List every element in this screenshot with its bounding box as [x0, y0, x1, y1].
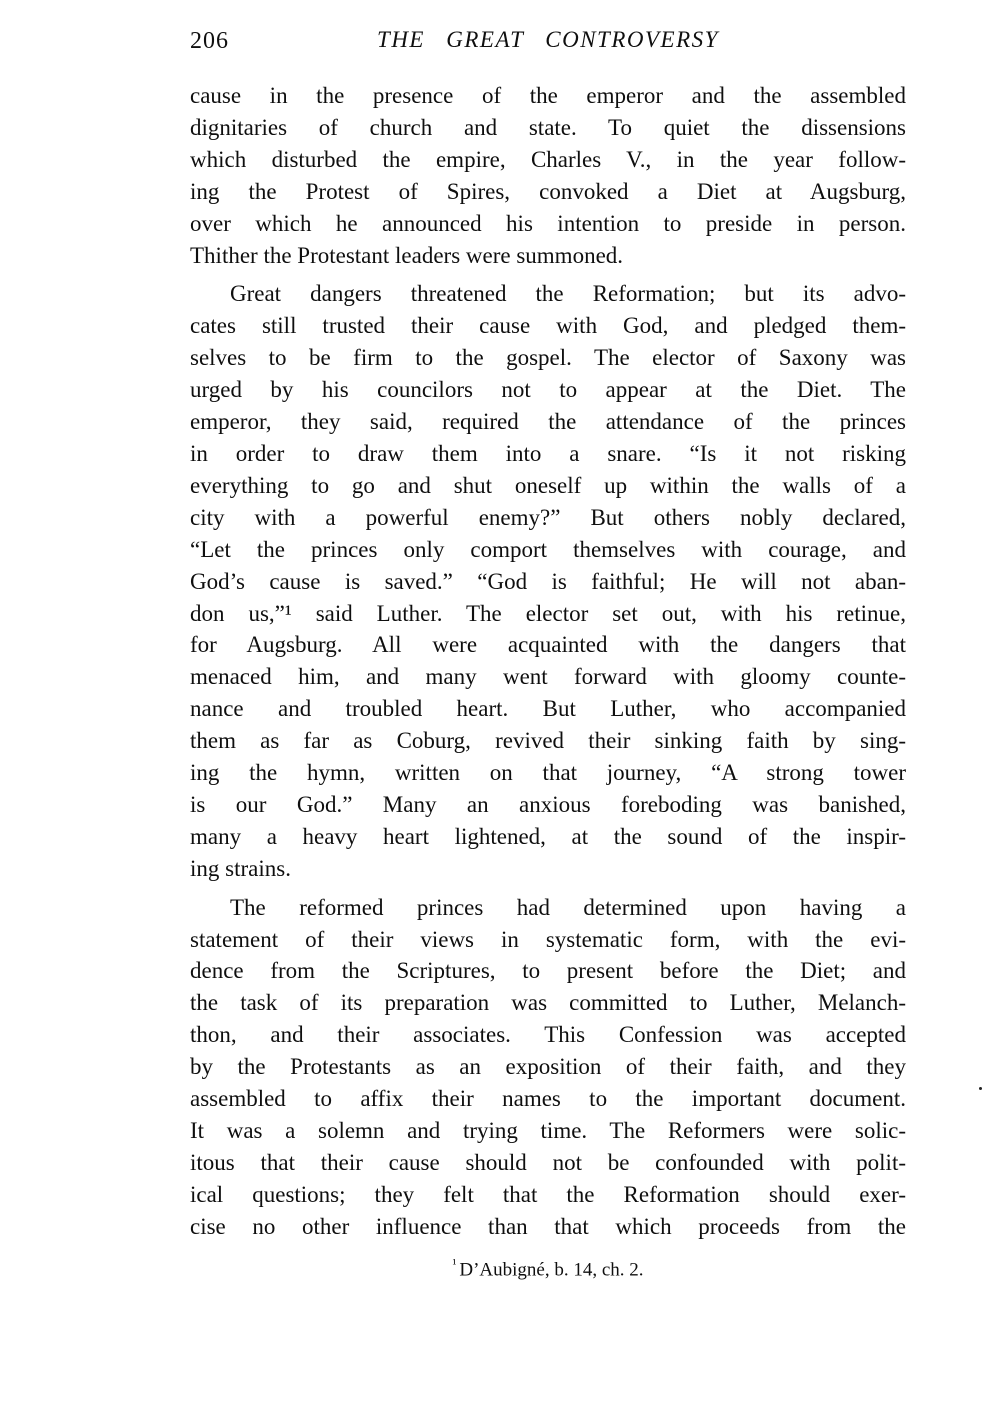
text-line: ing strains. [190, 855, 291, 881]
text-line: God’s cause is saved.” “God is faithful; He will not aban- [190, 568, 906, 594]
paragraph [190, 278, 906, 884]
text-line: cates still trusted their cause with God, and pledged them- [190, 313, 906, 339]
page-header [190, 27, 906, 57]
text-line: thon, and their associates. This Confession was accepted [190, 1022, 906, 1048]
body-text [190, 80, 906, 1282]
text-line: cause in the presence of the emperor and the assembled [190, 83, 906, 108]
text-line: by the Protestants as an exposition of their faith, and they [190, 1054, 906, 1080]
footnote [190, 1252, 906, 1282]
text-line: The reformed princes had determined upon having a [230, 894, 906, 920]
text-line: in order to draw them into a snare. “Is it not risking [190, 440, 906, 466]
text-line: It was a solemn and trying time. The Reformers were solic- [190, 1118, 906, 1143]
running-title: THE GREAT CONTROVERSY [377, 27, 719, 52]
text-line: ing the hymn, written on that journey, “A strong tower [190, 760, 906, 786]
text-line: statement of their views in systematic form, with the evi- [190, 926, 906, 952]
text-line: the task of its preparation was committed to Luther, Melanch- [190, 990, 906, 1016]
text-line: menaced him, and many went forward with gloomy counte- [190, 664, 906, 690]
text-line: urged by his councilors not to appear at the Diet. The [190, 377, 906, 403]
footnote-marker: ¹ [452, 1255, 457, 1271]
page-number: 206 [190, 28, 229, 54]
text-line: dignitaries of church and state. To quiet the dissensions [190, 114, 906, 140]
text-line: them as far as Coburg, revived their sinking faith by sing- [190, 728, 906, 754]
text-line: assembled to affix their names to the important document. [190, 1086, 906, 1112]
text-line: many a heavy heart lightened, at the sound of the inspir- [190, 823, 906, 849]
text-line: dence from the Scriptures, to present before the Diet; and [190, 958, 906, 984]
footnote-text: D’Aubigné, b. 14, ch. 2. [459, 1258, 644, 1280]
text-line: over which he announced his intention to preside in person. [190, 210, 906, 236]
text-line: is our God.” Many an anxious foreboding was banished, [190, 791, 906, 817]
text-line: don us,”¹ said Luther. The elector set out, with his retinue, [190, 600, 906, 626]
scan-artifact-dot [979, 1087, 982, 1090]
text-line: city with a powerful enemy?” But others nobly declared, [190, 504, 906, 530]
paragraph [190, 80, 906, 271]
text-line: for Augsburg. All were acquainted with the dangers that [190, 632, 906, 658]
text-line: emperor, they said, required the attendance of the princes [190, 409, 906, 435]
text-line: which disturbed the empire, Charles V., in the year follow- [190, 146, 906, 172]
text-line: itous that their cause should not be confounded with polit- [190, 1149, 906, 1175]
text-line: everything to go and shut oneself up within the walls of a [190, 472, 906, 498]
text-line: cise no other influence than that which proceeds from the [190, 1213, 906, 1239]
text-line: ical questions; they felt that the Reformation should exer- [190, 1181, 906, 1207]
text-line: Thither the Protestant leaders were summoned. [190, 242, 624, 268]
text-line: ing the Protest of Spires, convoked a Diet at Augsburg, [190, 178, 906, 204]
text-line: “Let the princes only comport themselves with courage, and [190, 536, 906, 562]
text-line: Great dangers threatened the Reformation; but its advo- [230, 281, 906, 307]
paragraph [190, 892, 906, 1243]
text-line: nance and troubled heart. But Luther, who accompanied [190, 696, 906, 722]
text-line: selves to be firm to the gospel. The elector of Saxony was [190, 345, 906, 371]
